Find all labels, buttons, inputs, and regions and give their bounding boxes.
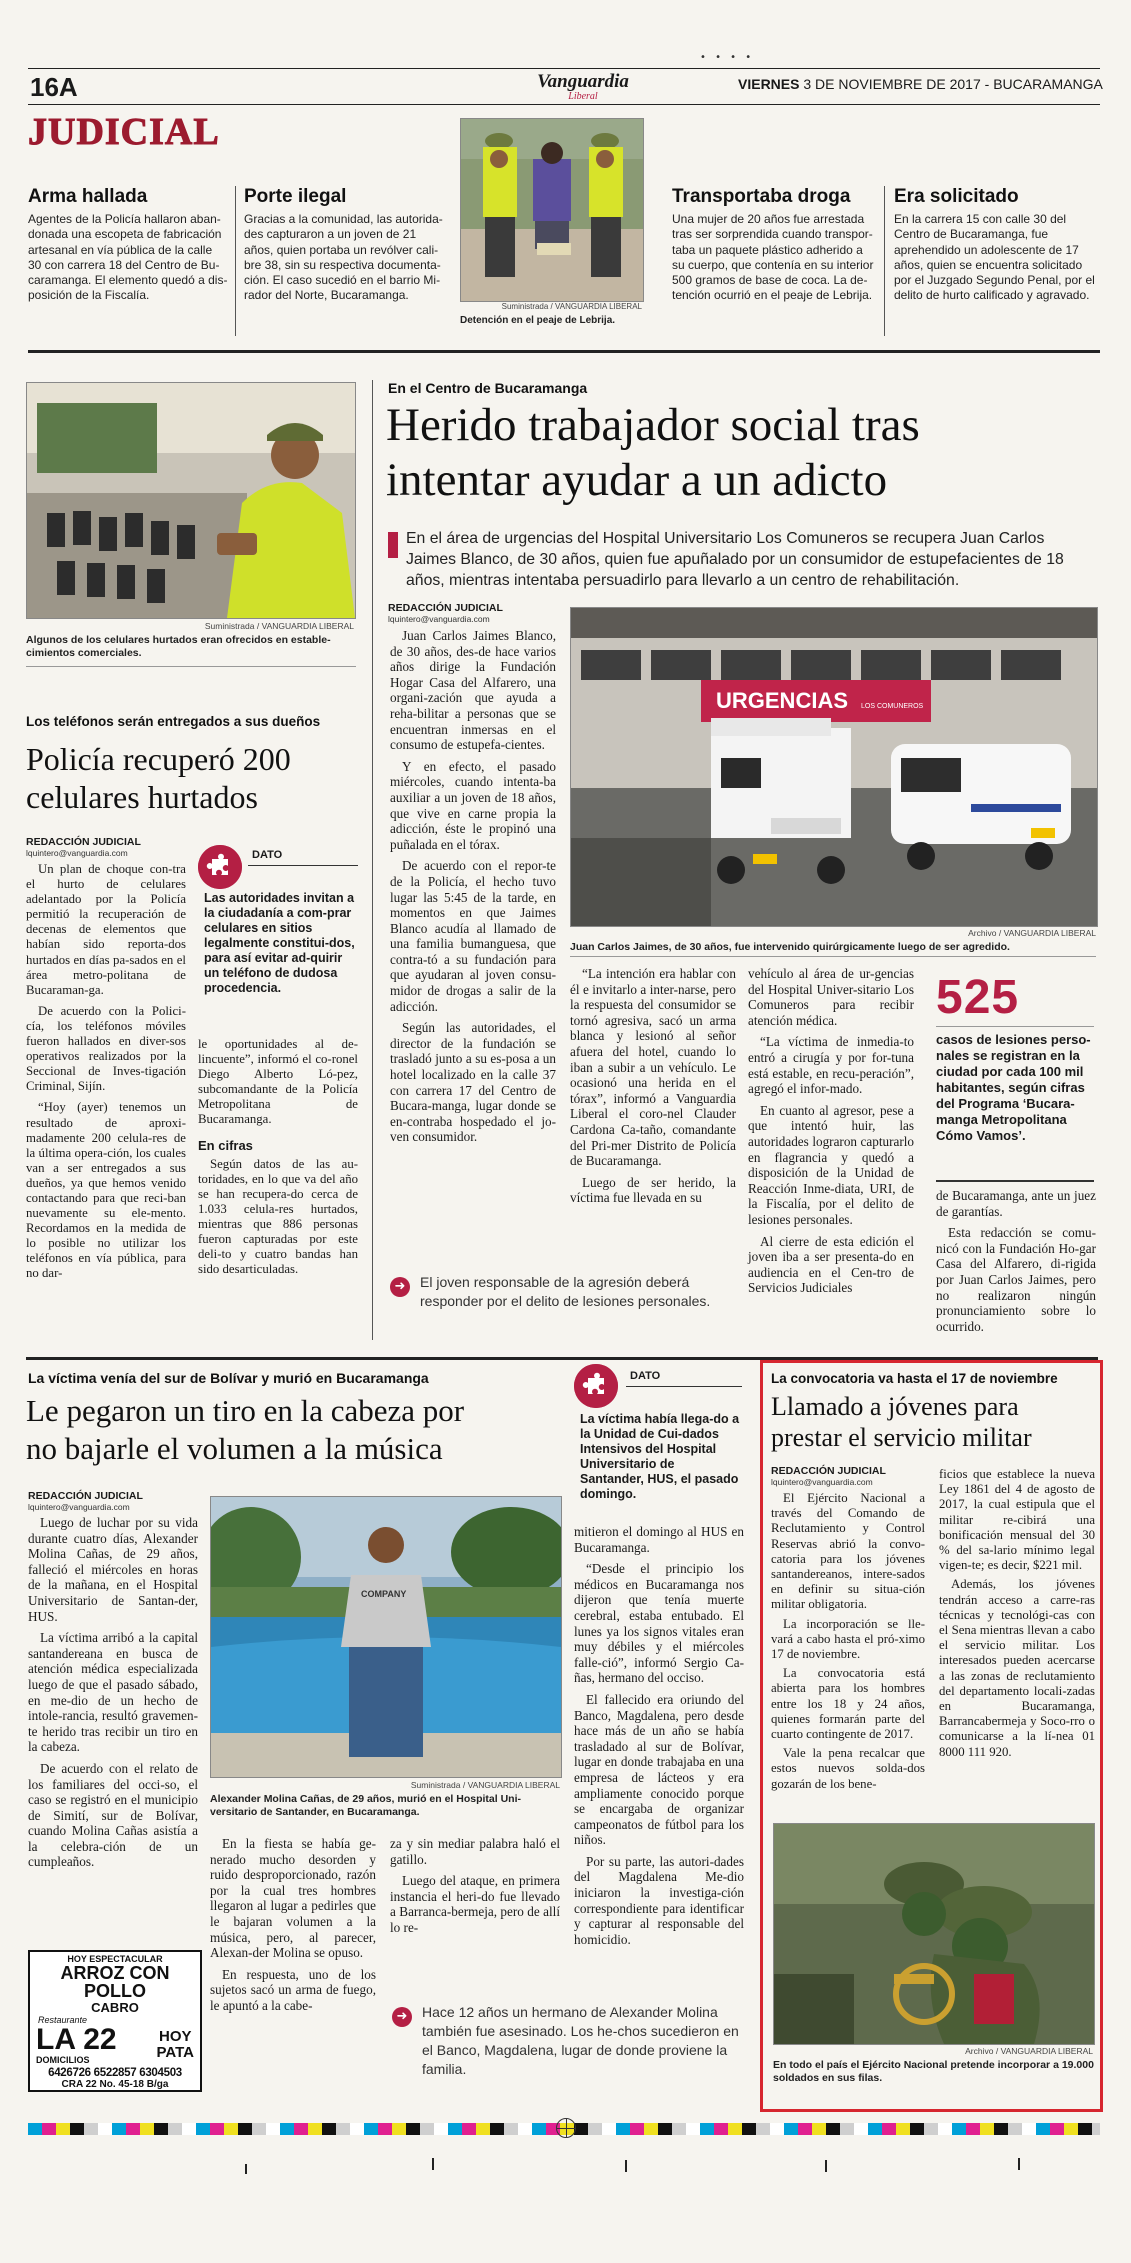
main-headline-line-2: intentar ayudar a un adicto (386, 454, 888, 506)
callout-arrow-icon: ➜ (390, 1277, 410, 1297)
shot-paragraph: Luego del ataque, en primera instancia el heri-do fue llevado a Barranca-bermeja, pero de allí lo re- (390, 1873, 560, 1935)
shot-photo-caption: Alexander Molina Cañas, de 29 años, murió en el Hospital Uni-versitario de Santander, en Bucaramanga. (210, 1793, 521, 1818)
phones-column-2 (198, 1037, 358, 1277)
dato-icon (198, 845, 242, 889)
hospital-photo-illustration (571, 608, 1097, 926)
shot-column-1 (28, 1515, 198, 1870)
shot-column-2 (210, 1836, 376, 2014)
brief-photo-credit: Suministrada / VANGUARDIA LIBERAL (501, 302, 642, 311)
header-top-rule (28, 68, 1100, 69)
stat-text: casos de lesiones perso-nales se registran en la ciudad por cada 100 mil habitantes, según cifras del Programa ‘Bucara-manga Metropolitana Cómo Vamos’. (936, 1032, 1091, 1143)
military-byline: REDACCIÓN JUDICIAL (771, 1465, 886, 1477)
phones-byline: REDACCIÓN JUDICIAL (26, 836, 141, 848)
column-divider (372, 380, 373, 1340)
hospital-sign-text: URGENCIAS (716, 688, 849, 713)
main-lead: En el área de urgencias del Hospital Universitario Los Comuneros se recupera Juan Carlos Jaimes Blanco, de 30 años, quien fue apuñalado por un consumidor de estupefacientes de 18 años, mientras intentaba persuadirlo para llevarlo a un centro de rehabilitación. (406, 530, 1064, 589)
dato-puzzle-icon (574, 1364, 618, 1408)
main-paragraph: “La víctima de inmedia-to entró a cirugía y por for-tuna está estable, en recu-peración”, agregó el infor-mado. (748, 1034, 914, 1097)
ad-name: LA 22 (36, 2023, 117, 2056)
main-photo-credit: Archivo / VANGUARDIA LIBERAL (968, 928, 1096, 938)
military-paragraph: La incorporación se lle-vará a cabo hasta el pró-ximo 17 de noviembre. (771, 1616, 925, 1662)
shot-column-4 (574, 1524, 744, 1947)
main-paragraph: Y en efecto, el pasado miércoles, cuando intenta-ba auxiliar a un joven de 18 años, que vive en carne propia la adicción, éste le propinó una puñalada en el tórax. (390, 758, 556, 852)
stat-number: 525 (936, 971, 1020, 1024)
military-paragraph: El Ejército Nacional a través del Comando de Reclutamiento y Control Reservas abrió la convo-catoria para los jóvenes santandereanos, intere-sados en definir su situa-ción militar obligatoria. (771, 1491, 925, 1612)
main-headline-line-1: Herido trabajador social tras (386, 399, 920, 451)
main-paragraph: de Bucaramanga, ante un juez de garantías. (936, 1188, 1096, 1219)
phones-paragraph: De acuerdo con la Polici-cía, los teléfonos móviles fueron hallados en diver-sos operativos realizados por la Seccional de Inves-tigación Criminal, Sijín. (26, 1003, 186, 1094)
ad-top: HOY ESPECTACULAR (67, 1954, 163, 1964)
phones-paragraph: “Hoy (ayer) tenemos un resultado de aproxi-madamente 200 celula-res de la última opera-ción, los cuales van a ser entregados a sus dueños, ya que hemos venido contactando para que reci-ban nuevamente su ele-mento. Recordamos en la medida de lo posible no utilizar los teléfonos en vía pública, para no dar- (26, 1100, 186, 1281)
restaurant-ad[interactable] (28, 1950, 202, 2092)
phones-headline-line-2: celulares hurtados (26, 779, 258, 815)
main-paragraph: En cuanto al agresor, pese a que intentó huir, las autoridades lograron capturarlo en flagrancia y quedó a disposición de la Unidad de Reacción Inme-diata, URI, de la Fiscalía, por el delito de lesiones personales. (748, 1102, 914, 1227)
ad-line1: ARROZ CON POLLO (60, 1963, 170, 2001)
phones-column-1 (26, 862, 186, 1282)
section-title: JUDICIAL (28, 111, 220, 153)
shot-photo-credit: Suministrada / VANGUARDIA LIBERAL (410, 1780, 560, 1790)
victim-photo-illustration (211, 1497, 561, 1777)
main-column-3 (748, 966, 914, 1296)
main-paragraph: Al cierre de esta edición el joven iba a ser presenta-do en audiencia en el Cen-tro de Servicios Judiciales (748, 1233, 914, 1296)
brand-sub: Liberal (568, 91, 598, 102)
brief-arma-hallada (28, 186, 228, 304)
shot-paragraph: Por su parte, las autori-dades del Magdalena Me-dio iniciaron la investiga-ción correspondiente para identificar y capturar al responsable del homicidio. (574, 1853, 744, 1947)
phones-photo-caption: Algunos de los celulares hurtados eran ofrecidos en estable-cimientos comerciales. (26, 634, 331, 659)
main-kicker: En el Centro de Bucaramanga (388, 380, 588, 396)
stat-rule (936, 1026, 1094, 1027)
military-photo-caption: En todo el país el Ejército Nacional pretende incorporar a 19.000 soldados en sus filas. (773, 2059, 1094, 2084)
page-number: 16A (30, 72, 78, 102)
military-paragraph: ficios que establece la nueva Ley 1861 del 4 de agosto de 2017, la cual estipula que el militar re-cibirá una bonificación mensual del 30 % del sa-lario mínimo legal vigen-te; es decir, $221 mil. (939, 1467, 1095, 1573)
main-lead-marker (388, 532, 398, 558)
shot-photo-victim (210, 1496, 562, 1778)
briefs-bottom-rule (28, 350, 1100, 353)
phones-paragraph: le oportunidades al de-lincuente”, informó el co-ronel Diego Alberto Ló-pez, subcomandante de la Policía Metropolitana de Bucaramanga. (198, 1037, 358, 1127)
registration-mark-icon (556, 2118, 576, 2138)
military-paragraph: Vale la pena recalcar que estos nuevos solda-dos gozarán de los bene- (771, 1746, 925, 1791)
shot-paragraph: za y sin mediar palabra haló el gatillo. (390, 1836, 560, 1867)
shot-paragraph: “Desde el principio los médicos en Bucaramanga nos dijeron que tenía muerte cerebral, estaba entubado. El lunes ya los signos vitales eran muy débiles y el miércoles falle-ció”, informó Sergio Ca-ñas, hermano del occiso. (574, 1561, 744, 1686)
brief-body: Gracias a la comunidad, las autorida-des capturaron a un joven de 21 años, quien portaba un revólver cali-bre 38, sin su respectiva documenta-ción. El caso sucedió en el barrio Mi-rador del Norte, Bucaramanga. (244, 212, 443, 303)
brief-divider (235, 186, 236, 336)
main-paragraph: Luego de ser herido, la víctima fue llevada en su (570, 1174, 736, 1206)
soldiers-photo-illustration (774, 1824, 1094, 2044)
main-column-2 (570, 966, 736, 1206)
hospital-sign-small: LOS COMUNEROS (861, 703, 924, 710)
phones-headline-line-1: Policía recuperó 200 (26, 741, 291, 777)
phones-dato-box (198, 845, 358, 1005)
arrest-photo-illustration (461, 119, 643, 301)
shot-paragraph: Luego de luchar por su vida durante cuatro días, Alexander Molina Cañas, de 29 años, falleció el miércoles en horas de la mañana, en el Hospital Universitario de Santan-der, HUS. (28, 1515, 198, 1624)
main-paragraph: Juan Carlos Jaimes Blanco, de 30 años, des-de hace varios años dirige la Fundación Hogar Casa del Alfarero, una organi-zación que ayuda a reha-bilitar a personas que se encuentran inmersas en el consumo de estupefa-cientes. (390, 628, 556, 753)
shot-headline-line-1: Le pegaron un tiro en la cabeza por (26, 1393, 465, 1428)
military-byline-block (771, 1465, 886, 1487)
ad-line2: CABRO (91, 2000, 139, 2015)
top-registration-dots: • • • • (700, 52, 755, 63)
dato-label: DATO (630, 1370, 661, 1382)
phones-photo-credit: Suministrada / VANGUARDIA LIBERAL (204, 621, 354, 631)
shot-paragraph: mitieron el domingo al HUS en Bucaramanga. (574, 1524, 744, 1555)
brief-divider (884, 186, 885, 336)
main-byline: REDACCIÓN JUDICIAL (388, 602, 503, 614)
shot-paragraph: El fallecido era oriundo del Banco, Magdalena, pero desde hace más de un año se había trasladado al sur de Bolívar, lugar en donde trabajaba en una empresa de lácteos y era ampliamente conocido porque se encargaba de organizar campeonatos de fútbol para los niños. (574, 1691, 744, 1848)
ad-restaurant: Restaurante (38, 2015, 88, 2025)
shot-column-3 (390, 1836, 560, 1936)
military-column-2 (939, 1467, 1095, 1760)
military-photo (773, 1823, 1095, 2045)
main-column-4 (936, 1188, 1096, 1334)
brief-title: Porte ilegal (244, 186, 347, 207)
shot-kicker: La víctima venía del sur de Bolívar y murió en Bucaramanga (28, 1370, 429, 1386)
phones-paragraph: Un plan de choque con-tra el hurto de celulares adelantado por la Policía permitió la recuperación de decenas de elementos que habían sido reporta-dos hurtados en días pa-sados en el área metro-politana de Bucaraman-ga. (26, 862, 186, 997)
stat-bottom-rule (936, 1180, 1094, 1182)
military-photo-credit: Archivo / VANGUARDIA LIBERAL (965, 2046, 1093, 2056)
main-photo-hospital (570, 607, 1098, 927)
shot-paragraph: En respuesta, uno de los sujetos sacó un arma de fuego, le apuntó a la cabe- (210, 1966, 376, 2013)
shot-headline (26, 1392, 586, 1468)
shirt-text: COMPANY (361, 1589, 407, 1599)
shot-paragraph: La víctima arribó a la capital santandereana en busca de atención médica especializada luego de que el pasado sábado, en me-dio de un hecho de intole-rancia, resultó gravemen-te herido tras recibir un tiro en la cabeza. (28, 1630, 198, 1755)
dato-puzzle-icon (198, 845, 242, 889)
callout-text: El joven responsable de la agresión deberá responder por el delito de lesiones personales. (420, 1274, 711, 1309)
phones-subhead: En cifras (198, 1137, 253, 1153)
military-email: lquintero@vanguardia.com (771, 1477, 873, 1487)
shot-paragraph: En la fiesta se había ge-nerado mucho desorden y ruido desproporcionado, razón por la cual tres hombres llegaron al lugar a pedirles que le bajaran volumen a la música, pero, al parecer, Alexan-der Molina se opuso. (210, 1836, 376, 1961)
main-paragraph: De acuerdo con el repor-te de la Policía, el hecho tuvo lugar las 5:45 de la tarde, en momentos en que Jaimes Blanco acudía al llamado de una familia bumanguesa, que contra-tó a su fundación para que ayudaran al joven consu-midor de drogas a salir de la adicción. (390, 858, 556, 1014)
shot-byline: REDACCIÓN JUDICIAL (28, 1490, 143, 1502)
phones-caption-rule (26, 666, 356, 667)
military-column-1 (771, 1491, 925, 1792)
phones-kicker: Los teléfonos serán entregados a sus dueños (26, 714, 321, 729)
main-paragraph: Según las autoridades, el director de la fundación se trasladó junto a su es-posa a un hotel localizado en la calle 37 con carrera 17 del Centro de Bucara-manga, lugar donde se en-contraba hospedado el jo-ven consumidor. (390, 1020, 556, 1145)
brief-body: Agentes de la Policía hallaron aban-donada una escopeta de fabricación artesanal en vía pública de la calle 30 con carrera 18 del Centro de Bu-caramanga. El elemento quedó a dis-posición de la Fiscalía. (28, 212, 228, 303)
main-paragraph: “La intención era hablar con él e invitarlo a inter-narse, pero la respuesta del consumidor se tornó agresiva, sacó un arma blanca y lesionó al señor afuera del hotel, cuando lo iban a subir a un vehículo. Le ocasionó una herida en el tórax”, informó a Vanguardia Liberal el coro-nel Clauder Cardona Ca-taño, comandante del Pri-mer Distrito de Policía de Bucaramanga. (570, 966, 736, 1169)
callout-text: Hace 12 años un hermano de Alexander Molina también fue asesinado. Los he-chos sucedieron en el Banco, Magdalena, lugar de donde proviene la familia. (422, 2004, 739, 2077)
brief-era-solicitado (894, 186, 1099, 304)
date-day: VIERNES (738, 76, 800, 92)
trim-marks (0, 2150, 1131, 2190)
ad-address: CRA 22 No. 45-18 B/ga (61, 2079, 169, 2090)
callout-arrow-icon: ➜ (392, 2007, 412, 2027)
main-paragraph: Esta redacción se comu-nicó con la Fundación Ho-gar Casa del Alfarero, di-rigida por Juan Carlos Jaimes, pero no realizaron ningún pronunciamiento sobre lo ocurrido. (936, 1225, 1096, 1334)
main-photo-caption: Juan Carlos Jaimes, de 30 años, fue intervenido quirúrgicamente luego de ser agredido. (570, 941, 1010, 953)
dato-rule (626, 1386, 742, 1387)
dato-text: Las autoridades invitan a la ciudadanía a com-prar celulares en sitios legalmente constitui-dos, para así evitar ad-quirir un teléfono de dudosa procedencia. (204, 891, 355, 995)
phones-headline (26, 740, 366, 816)
brief-photo-arrest (460, 118, 644, 302)
ad-hoy: HOY (158, 2028, 192, 2045)
main-byline-block (388, 602, 503, 624)
brief-body: Una mujer de 20 años fue arrestada tras ser sorprendida cuando transpor-taba un paquete plástico adherido a su cuerpo, que contenía en su interior 500 gramos de base de coca. La de-tención ocurrió en el peaje de Lebrija. (672, 212, 874, 303)
brand-name: Vanguardia (537, 71, 629, 92)
military-kicker: La convocatoria va hasta el 17 de noviembre (771, 1371, 1058, 1386)
shot-email: lquintero@vanguardia.com (28, 1502, 130, 1512)
dato-label: DATO (252, 849, 283, 861)
military-headline-line-2: prestar el servicio militar (771, 1423, 1032, 1452)
phones-email: lquintero@vanguardia.com (26, 848, 128, 858)
shot-dato-box (574, 1364, 742, 1519)
ad-domicilios: DOMICILIOS (36, 2055, 90, 2065)
brief-porte-ilegal (244, 186, 444, 304)
main-headline (386, 398, 1106, 508)
page-date (738, 76, 1103, 92)
main-email: lquintero@vanguardia.com (388, 614, 490, 624)
main-column-1 (390, 628, 556, 1145)
dato-icon (574, 1364, 618, 1408)
shot-byline-block (28, 1490, 143, 1512)
dato-text: La víctima había llega-do a la Unidad de Cui-dados Intensivos del Hospital Universitario de Santander, HUS, el pasado domingo. (580, 1412, 740, 1501)
military-paragraph: La convocatoria está abierta para los hombres entre los 18 y 24 años, quienes formarán parte del cuarto contingente de 2017. (771, 1666, 925, 1742)
masthead-logo (528, 72, 638, 102)
dato-rule (248, 865, 358, 866)
phones-paragraph: Según datos de las au-toridades, en lo que va del año se han recupera-do cerca de 1.033 celula-res hurtados, mientras que 886 personas fueron capturadas por este deli-to y cuatro bandas han sido desarticuladas. (198, 1156, 358, 1277)
main-caption-rule (570, 956, 1096, 957)
military-paragraph: Además, los jóvenes tendrán acceso a carre-ras técnicas y tecnológi-cas con el Sena mientras llevan a cabo el servicio militar. Los interesados pueden acercarse a las zonas de reclutamiento del departamento locali-zadas en Bucaramanga, Barrancabermeja y Soco-rro o comunicarse a la lí-nea 01 8000 111 920. (939, 1577, 1095, 1759)
phones-photo (26, 382, 356, 619)
military-box (760, 1360, 1103, 2112)
brief-photo-caption: Detención en el peaje de Lebrija. (460, 315, 616, 326)
ad-phones: 6426726 6522857 6304503 (48, 2067, 182, 2079)
ad-pata: PATA (156, 2044, 194, 2061)
brief-body: En la carrera 15 con calle 30 del Centro de Bucaramanga, fue aprehendido un adolescente de 17 años, quien se encuentra solicitado por el Juzgado Segundo Penal, por el delito de hurto calificado y agravado. (894, 212, 1095, 303)
military-headline (771, 1391, 1101, 1453)
brief-title: Transportaba droga (672, 186, 851, 207)
phones-byline-block (26, 836, 141, 858)
date-rest: 3 DE NOVIEMBRE DE 2017 - BUCARAMANGA (803, 76, 1103, 92)
phones-photo-illustration (27, 383, 355, 618)
brief-title: Era solicitado (894, 186, 1019, 207)
military-headline-line-1: Llamado a jóvenes para (771, 1392, 1019, 1421)
brief-transportaba-droga (672, 186, 877, 304)
brief-title: Arma hallada (28, 186, 148, 207)
header-bottom-rule (28, 104, 1100, 105)
shot-paragraph: De acuerdo con el relato de los familiares del occi-so, el caso se registró en el municipio de Simití, sur de Bolívar, cuando Molina Cañas asistía a la celebra-ción de un cumpleaños. (28, 1760, 198, 1870)
shot-headline-line-2: no bajarle el volumen a la música (26, 1431, 443, 1466)
main-paragraph: vehículo al área de ur-gencias del Hospital Univer-sitario Los Comuneros para recibir atención médica. (748, 966, 914, 1028)
